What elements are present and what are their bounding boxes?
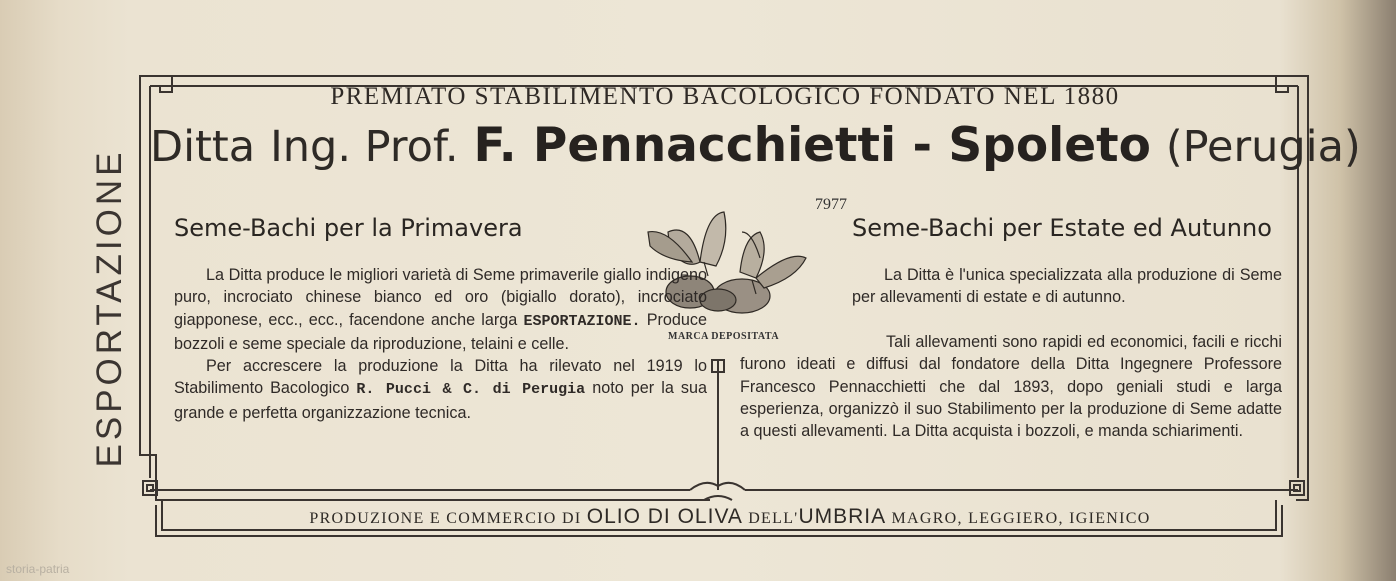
premiato-line: PREMIATO STABILIMENTO BACOLOGICO FONDATO NEL 1880 — [330, 83, 1120, 110]
esportazione-side-label: ESPORTAZIONE — [90, 148, 129, 468]
company-title — [150, 118, 1361, 173]
left-paragraph-2 — [174, 355, 707, 424]
footer-olio: OLIO DI OLIVA — [586, 505, 743, 528]
watermark: storia-patria — [6, 562, 70, 576]
esportazione-emphasis: ESPORTAZIONE. — [523, 312, 641, 330]
left-p1-text-end: Produce bozzoli e seme speciale da riproduzione, telaini e celle. — [174, 310, 707, 353]
left-paragraph-1 — [174, 264, 707, 355]
right-paragraph-2: Tali allevamenti sono rapidi ed economici, facili e ricchi furono ideati e diffusi dal fondatore della Ditta Ingegnere Professore Francesco Pennacchietti che dal 1893, dopo geniali studi e larga esperienza, organizzò il suo Stabilimento per la produzione di Seme adatte a questi allevamenti. La Ditta acquista i bozzoli, e manda schiarimenti. — [740, 333, 1282, 441]
left-p2-text: Per accrescere la produzione la Ditta ha rilevato nel 1919 lo Stabilimento Bacologico — [174, 357, 707, 398]
title-region: (Perugia) — [1165, 122, 1361, 172]
left-p1-text: La Ditta produce le migliori varietà di Seme primaverile giallo indigeno puro, incrociato chinese bianco ed oro (bigiallo dorato), incrociato giapponese, ecc., ecc., facendone anche larga — [174, 266, 707, 329]
title-ditta: Ditta — [150, 122, 256, 172]
pucci-emphasis: R. Pucci & C. di Perugia — [356, 381, 586, 399]
left-column-heading: Seme-Bachi per la Primavera — [174, 214, 523, 242]
right-column-text-bottom — [740, 331, 1282, 442]
footer-text-3: MAGRO, LEGGIERO, IGIENICO — [886, 510, 1151, 527]
marca-depositata-caption: MARCA DEPOSITATA — [668, 331, 780, 342]
title-ing-prof: Ing. Prof. — [270, 122, 459, 172]
left-p2-text-end: noto per la sua grande e perfetta organizzazione tecnica. — [174, 379, 707, 422]
olive-oil-footer — [190, 505, 1270, 529]
left-column-text — [174, 264, 707, 424]
footer-umbria: UMBRIA — [798, 505, 887, 528]
footer-text-1: PRODUZIONE E COMMERCIO DI — [309, 510, 587, 527]
right-paragraph-1: La Ditta è l'unica specializzata alla produzione di Seme per allevamenti di estate e di autunno. — [852, 266, 1282, 307]
title-name: F. Pennacchietti - Spoleto — [473, 118, 1151, 173]
reference-number: 7977 — [815, 196, 847, 213]
footer-text-2: DELL' — [742, 510, 799, 527]
right-column-heading: Seme-Bachi per Estate ed Autunno — [852, 214, 1272, 242]
right-column-text-top — [852, 264, 1282, 309]
